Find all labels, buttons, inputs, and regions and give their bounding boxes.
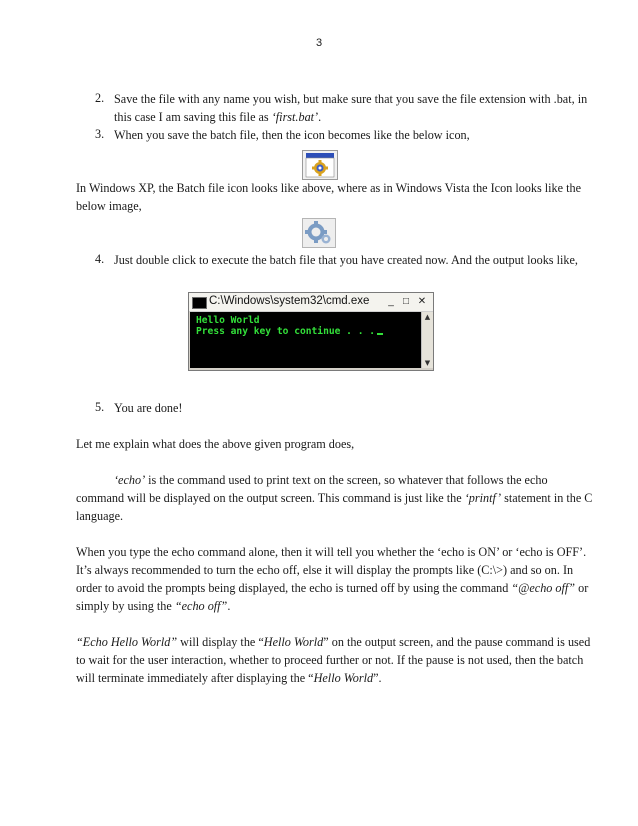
filename-first-bat: ‘first.bat’ (271, 110, 319, 124)
maximize-button: □ (402, 296, 410, 307)
page-number: 3 (315, 37, 323, 49)
xp-paragraph-line-2: below image, (76, 199, 142, 213)
hello-world-term-2: Hello World (313, 671, 374, 685)
printf-term: ‘printf’ (464, 491, 502, 505)
explain-intro: Let me explain what does the above given program does, (76, 437, 355, 451)
xp-batch-file-gear-icon (302, 150, 338, 180)
step-2-line-1: Save the file with any name you wish, but make sure that you save the file extension with .bat, in (114, 92, 588, 106)
step-4-number: 4. (95, 252, 105, 266)
step-3-text: When you save the batch file, then the icon becomes like the below icon, (114, 128, 470, 142)
hello-world-term: Hello World (263, 635, 324, 649)
hello-paragraph-line-3: will terminate immediately after displaying the “Hello World”. (76, 671, 382, 685)
echo-hello-world-term: “Echo Hello World” (76, 635, 178, 649)
echo-paragraph-line-2: command will be displayed on the output screen. This command is just like the ‘printf’ statement in the C (76, 491, 593, 505)
cmd-scrollbar (421, 312, 433, 368)
echo-off-paragraph-line-2: It’s always recommended to turn the echo off, else it will display the prompts like (C:\>) and so on. In (76, 563, 574, 577)
echo-paragraph-line-3: language. (76, 509, 124, 523)
cmd-output-line-1: Hello World (196, 315, 260, 326)
step-3-number: 3. (95, 127, 105, 141)
hello-paragraph-line-2: to wait for the user interaction, whether to proceed further or not. If the pause is not used, then the batch (76, 653, 584, 667)
scroll-up-arrow-icon: ▲ (424, 313, 431, 321)
step-5-number: 5. (95, 400, 105, 414)
step-5-text: You are done! (114, 401, 183, 415)
scroll-down-arrow-icon: ▼ (424, 359, 431, 367)
echo-paragraph-line-1: ‘echo’ is the command used to print text on the screen, so whatever that follows the echo (114, 473, 548, 487)
echo-off-paragraph-line-4: simply by using the “echo off”. (76, 599, 231, 613)
step-2-line-2: this case I am saving this file as ‘first.bat’. (114, 110, 322, 124)
vista-batch-file-gear-icon (302, 218, 336, 248)
echo-off-term: “echo off” (174, 599, 228, 613)
minimize-button: _ (388, 296, 394, 307)
cmd-output-line-2: Press any key to continue . . . (196, 326, 383, 337)
echo-off-paragraph-line-1: When you type the echo command alone, then it will tell you whether the ‘echo is ON’ or ‘echo is OFF’. (76, 545, 587, 559)
at-echo-off-term: “@echo off” (511, 581, 576, 595)
echo-term: ‘echo’ (114, 473, 146, 487)
step-4-text: Just double click to execute the batch file that you have created now. And the output looks like, (114, 253, 578, 267)
echo-off-paragraph-line-3: order to avoid the prompts being displayed, the echo is turned off by using the command “@echo off” or (76, 581, 589, 595)
cmd-title-bar (189, 293, 433, 312)
cmd-console-output (190, 312, 421, 368)
close-button: ✕ (417, 296, 427, 307)
cmd-window-title: C:\Windows\system32\cmd.exe (209, 295, 370, 307)
hello-paragraph-line-1: “Echo Hello World” will display the “Hello World” on the output screen, and the pause command is used (76, 635, 591, 649)
cmd-cursor (377, 333, 383, 335)
cmd-window-screenshot (188, 292, 434, 371)
step-2-number: 2. (95, 91, 105, 105)
xp-paragraph-line-1: In Windows XP, the Batch file icon looks like above, where as in Windows Vista the Icon looks like the (76, 181, 581, 195)
cmd-window-icon (192, 297, 207, 309)
